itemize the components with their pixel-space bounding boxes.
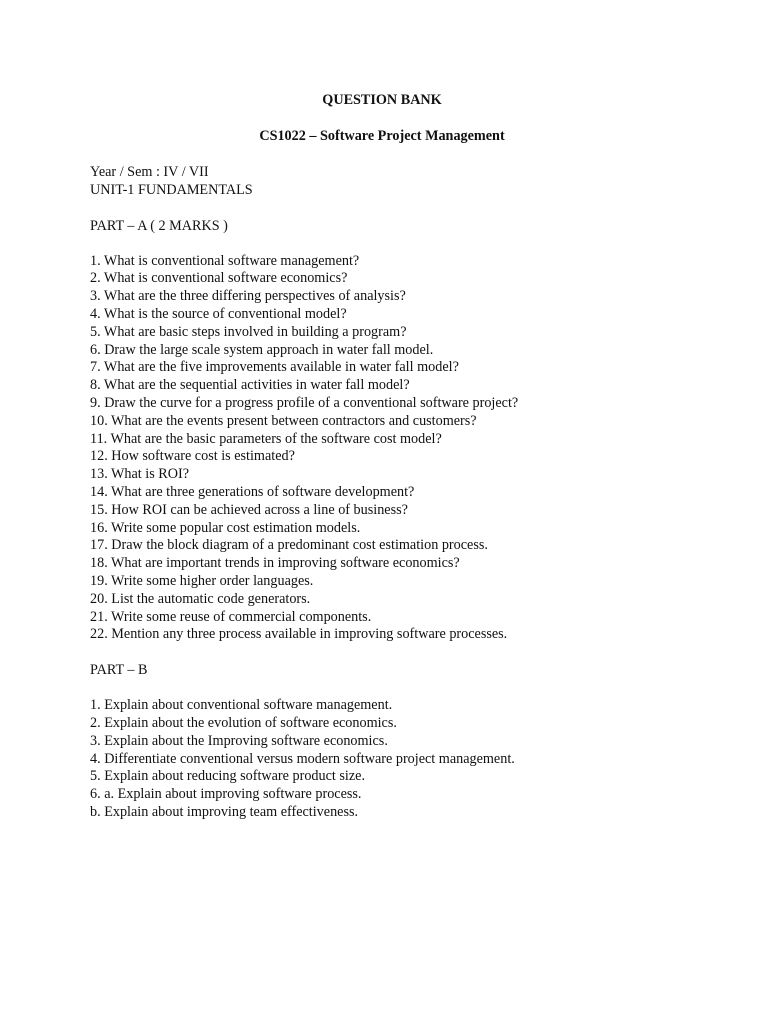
course-title: CS1022 – Software Project Management — [259, 128, 505, 144]
list-item: 3. Explain about the Improving software economics. — [90, 732, 388, 749]
list-item: 18. What are important trends in improving software economics? — [90, 555, 460, 572]
list-item: 8. What are the sequential activities in water fall model? — [90, 377, 410, 394]
list-item: 19. Write some higher order languages. — [90, 572, 314, 589]
list-item: 2. Explain about the evolution of software economics. — [90, 714, 397, 731]
list-item: 10. What are the events present between contractors and customers? — [90, 412, 477, 429]
list-item: 11. What are the basic parameters of the software cost model? — [90, 430, 442, 447]
list-item: 16. Write some popular cost estimation models. — [90, 519, 361, 536]
list-item: 5. What are basic steps involved in building a program? — [90, 323, 407, 340]
list-item: 4. Differentiate conventional versus modern software project management. — [90, 750, 515, 767]
list-item: 12. How software cost is estimated? — [90, 448, 295, 465]
list-item: 1. Explain about conventional software management. — [90, 697, 393, 714]
list-item: 6. Draw the large scale system approach in water fall model. — [90, 341, 434, 358]
list-item: 17. Draw the block diagram of a predominant cost estimation process. — [90, 537, 488, 554]
list-item: 6. a. Explain about improving software process. — [90, 786, 362, 803]
list-item: 20. List the automatic code generators. — [90, 590, 311, 607]
unit-title: UNIT-1 FUNDAMENTALS — [90, 181, 253, 198]
list-item: 15. How ROI can be achieved across a line of business? — [90, 501, 408, 518]
list-item: 2. What is conventional software economics? — [90, 270, 348, 287]
list-item: 3. What are the three differing perspectives of analysis? — [90, 288, 406, 305]
list-item: b. Explain about improving team effectiveness. — [90, 803, 359, 820]
list-item: 22. Mention any three process available in improving software processes. — [90, 626, 508, 643]
part-a-heading: PART – A ( 2 MARKS ) — [90, 217, 228, 234]
list-item: 7. What are the five improvements available in water fall model? — [90, 359, 459, 376]
list-item: 1. What is conventional software management? — [90, 252, 360, 269]
document-title: QUESTION BANK — [322, 92, 442, 108]
list-item: 21. Write some reuse of commercial components. — [90, 608, 372, 625]
document-page — [90, 92, 710, 822]
list-item: 5. Explain about reducing software product size. — [90, 768, 365, 785]
part-a-question-list — [90, 253, 710, 645]
list-item: 13. What is ROI? — [90, 466, 190, 483]
part-b-heading: PART – B — [90, 662, 148, 679]
document-meta — [90, 164, 710, 200]
list-item: 4. What is the source of conventional model? — [90, 305, 347, 322]
part-b-question-list — [90, 697, 710, 822]
list-item: 14. What are three generations of software development? — [90, 483, 415, 500]
year-semester: Year / Sem : IV / VII — [90, 164, 209, 180]
list-item: 9. Draw the curve for a progress profile of a conventional software project? — [90, 394, 519, 411]
